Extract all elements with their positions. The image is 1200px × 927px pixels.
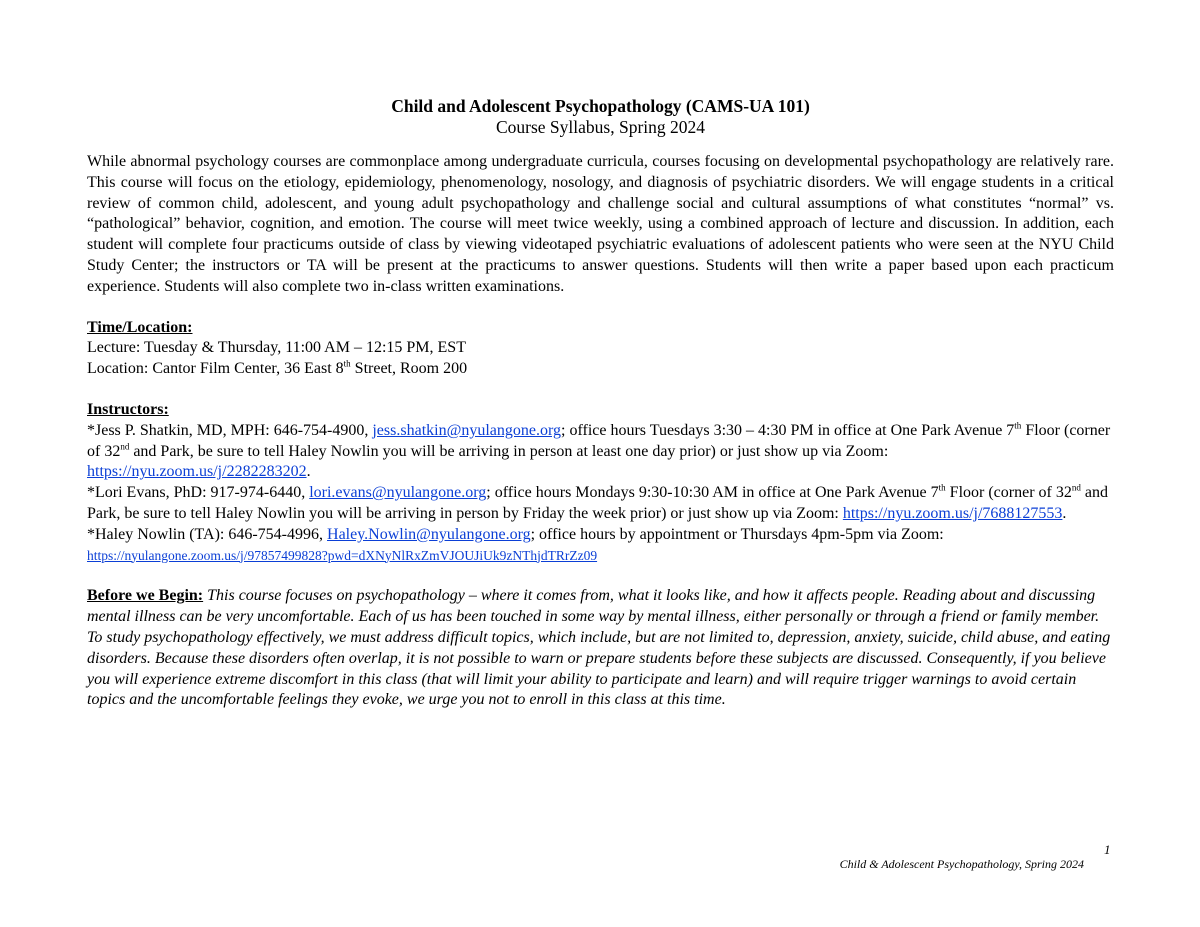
- syllabus-page: [87, 96, 1114, 711]
- shatkin-contact: *Jess P. Shatkin, MD, MPH: 646-754-4900,: [87, 421, 373, 439]
- shatkin-sup-th: th: [1014, 420, 1022, 431]
- shatkin-floor: Floor (corner of 32: [87, 421, 1111, 460]
- footer-text: Child & Adolescent Psychopathology, Spring 2024: [839, 857, 1084, 871]
- shatkin-hours: ; office hours Tuesdays 3:30 – 4:30 PM in office at One Park Avenue 7: [561, 421, 1015, 439]
- page-number: 1: [1104, 842, 1111, 857]
- nowlin-contact: *Haley Nowlin (TA): 646-754-4996,: [87, 525, 328, 543]
- nowlin-email-link[interactable]: Haley.Nowlin@nyulangone.org: [327, 525, 531, 543]
- shatkin-sup-nd: nd: [120, 441, 130, 452]
- before-heading: Before we Begin:: [87, 587, 204, 605]
- evans-contact: *Lori Evans, PhD: 917-974-6440,: [87, 484, 310, 502]
- evans-note: and Park, be sure to tell Haley Nowlin you will be arriving in person by Friday the week prior) or just show up via Zoom:: [87, 484, 1108, 522]
- evans-end: .: [1062, 504, 1067, 522]
- before-text: This course focuses on psychopathology – where it comes from, what it looks like, and how it affects people. Reading about and discussing mental illness can be very uncomfortable. Each of us has been touched in some way by mental illness, either personally or through a friend or family member. To study psychopathology effectively, we must address difficult topics, which include, but are not limited to, depression, anxiety, suicide, child abuse, and eating disorders. Because these disorders often overlap, it is not possible to warn or prepare students before these subjects are discussed. Consequently, if you believe you will experience extreme discomfort in this class (that will limit your ability to participate and learn) and will require trigger warnings to avoid certain topics and the uncomfortable feelings they evoke, we urge you not to enroll in this class at this time.: [87, 587, 1111, 709]
- evans-zoom-link[interactable]: https://nyu.zoom.us/j/7688127553: [842, 504, 1063, 522]
- time-location-section: [87, 318, 1114, 380]
- shatkin-note: and Park, be sure to tell Haley Nowlin you will be arriving in person at least one day prior) or just show up via Zoom:: [129, 442, 889, 460]
- instructors-section: [87, 400, 1114, 566]
- instructors-heading: Instructors:: [87, 400, 169, 418]
- page-title: Child and Adolescent Psychopathology (CAMS-UA 101): [391, 96, 810, 116]
- location-text: Location: Cantor Film Center, 36 East 8: [87, 360, 344, 378]
- instructor-shatkin: [87, 421, 1114, 483]
- course-description: While abnormal psychology courses are commonplace among undergraduate curricula, courses focusing on developmental psychopathology are relatively rare. This course will focus on the etiology, epidemiology, phenomenology, nosology, and diagnosis of psychiatric disorders. We will engage students in a critical review of common child, adolescent, and young adult psychopathology and challenge social and cultural assumptions of what constitutes “normal” vs. “pathological” behavior, cognition, and emotion. The course will meet twice weekly, using a combined approach of lecture and discussion. In addition, each student will complete four practicums outside of class by viewing videotaped psychiatric evaluations of adolescent patients who were seen at the NYU Child Study Center; the instructors or TA will be present at the practicums to answer questions. Students will then write a paper based upon each practicum experience. Students will also complete two in-class written examinations.: [87, 153, 1114, 295]
- page-subtitle: Course Syllabus, Spring 2024: [495, 117, 706, 137]
- location-sup: th: [343, 358, 351, 369]
- shatkin-email-link[interactable]: jess.shatkin@nyulangone.org: [372, 421, 561, 439]
- time-location-heading: Time/Location:: [87, 318, 193, 336]
- nowlin-hours: ; office hours by appointment or Thursdays 4pm-5pm via Zoom:: [530, 525, 944, 543]
- evans-sup-nd: nd: [1071, 482, 1081, 493]
- shatkin-zoom-link[interactable]: https://nyu.zoom.us/j/2282283202: [87, 463, 307, 481]
- evans-email-link[interactable]: lori.evans@nyulangone.org: [309, 484, 487, 502]
- location-text-end: Street, Room 200: [350, 360, 468, 378]
- lecture-line: Lecture: Tuesday & Thursday, 11:00 AM – 12:15 PM, EST: [87, 339, 466, 357]
- evans-floor: Floor (corner of 32: [945, 484, 1072, 502]
- shatkin-end: .: [306, 463, 311, 481]
- evans-hours: ; office hours Mondays 9:30-10:30 AM in office at One Park Avenue 7: [486, 484, 939, 502]
- location-line: [87, 359, 1114, 380]
- before-we-begin-section: [87, 586, 1114, 711]
- evans-sup-th: th: [938, 482, 946, 493]
- instructor-evans: [87, 483, 1114, 525]
- instructor-nowlin: [87, 525, 1114, 567]
- nowlin-zoom-link[interactable]: https://nyulangone.zoom.us/j/97857499828?pwd=dXNyNlRxZmVJOUJiUk9zNThjdTRrZz09: [87, 547, 598, 563]
